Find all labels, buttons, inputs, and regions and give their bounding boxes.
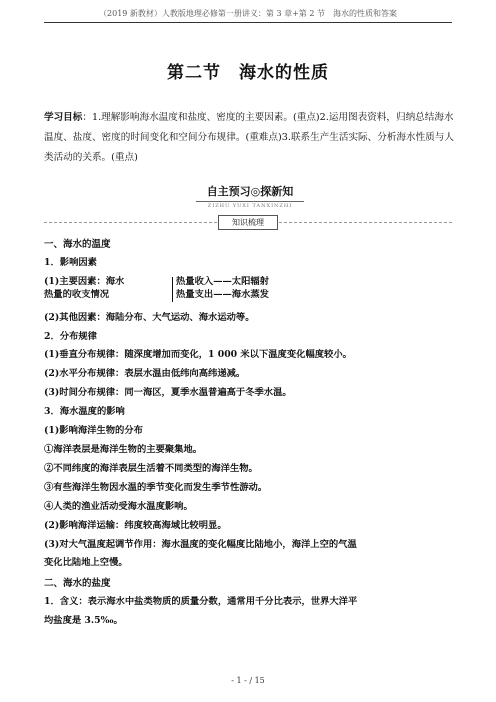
- effect-biology: (1)影响海洋生物的分布: [44, 425, 143, 436]
- page-number: - 1 - / 15: [231, 676, 265, 685]
- effect-biology-1: ①海洋表层是海洋生物的主要聚集地。: [44, 444, 203, 455]
- effect-biology-4: ④人类的渔业活动受海水温度影响。: [44, 501, 193, 512]
- subheading-distribution: 2．分布规律: [44, 331, 97, 342]
- vertical-distribution: (1)垂直分布规律：随深度增加而变化，1 000 米以下温度变化幅度较小。: [44, 349, 352, 360]
- brace-right-text: [176, 275, 269, 301]
- effect-climate-line-2: 变化比陆地上空慢。: [44, 557, 128, 568]
- brace-left-line-1: (1)主要因素：海水: [44, 276, 125, 287]
- goal-text: ：1.理解影响海水温度和盐度、密度的主要因素。(重点)2.运用图表资料，归纳总结海水温度、盐度、密度的时间变化和空间分布规律。(重难点)3.联系生产生活实际、分析海水性质与人类活动的关系。(重点): [44, 112, 454, 163]
- subheading-factors: 1．影响因素: [44, 257, 97, 268]
- horizontal-distribution: (2)水平分布规律：表层水温由低纬向高纬递减。: [44, 368, 246, 379]
- section-heading-temperature: 一、海水的温度: [44, 239, 111, 250]
- effect-shipping: (2)影响海洋运输：纬度较高海域比较明显。: [44, 520, 227, 531]
- salinity-definition-line-1: 1．含义：表示海水中盐类物质的质量分数，通常用千分比表示，世界大洋平: [44, 596, 358, 607]
- subheading-effects: 3．海水温度的影响: [44, 406, 125, 417]
- section-heading-salinity: 二、海水的盐度: [44, 578, 111, 589]
- brace-bar: [172, 277, 173, 302]
- knowledge-divider: [44, 215, 452, 229]
- effect-biology-2: ②不同纬度的海洋表层生活着不同类型的海洋生物。: [44, 463, 258, 474]
- brace-left-text: [44, 275, 124, 301]
- goal-label: 学习目标: [44, 112, 83, 123]
- temporal-distribution: (3)时间分布规律：同一海区，夏季水温普遍高于冬季水温。: [44, 387, 292, 398]
- page-title: 第二节 海水的性质: [167, 63, 329, 83]
- other-factors: (2)其他因素：海陆分布、大气运动、海水运动等。: [44, 312, 255, 323]
- factor-brace: [44, 275, 304, 305]
- effect-climate-line-1: (3)对大气温度起调节作用：海水温度的变化幅度比陆地小，海洋上空的气温: [44, 539, 357, 550]
- learning-goal: [44, 108, 454, 168]
- brace-right-line-1: 热量收入——太阳辐射: [176, 276, 269, 287]
- banner-title: 自主预习◎探新知: [196, 183, 304, 202]
- header-rule: [44, 22, 452, 23]
- effect-biology-3: ③有些海洋生物因水温的季节变化而发生季节性游动。: [44, 482, 268, 493]
- knowledge-badge: 知识梳理: [218, 215, 278, 230]
- brace-right-line-2: 热量支出——海水蒸发: [176, 289, 269, 300]
- banner-subtitle: ZIZHU YUXI TANXINZHI: [207, 203, 293, 209]
- brace-left-line-2: 热量的收支情况: [44, 289, 110, 300]
- salinity-definition-line-2: 均盐度是 3.5‰。: [44, 615, 123, 626]
- section-banner: [196, 183, 304, 209]
- running-header: （2019 新教材）人教版地理必修第一册讲义：第 3 章+第 2 节 海水的性质和答案: [99, 9, 397, 18]
